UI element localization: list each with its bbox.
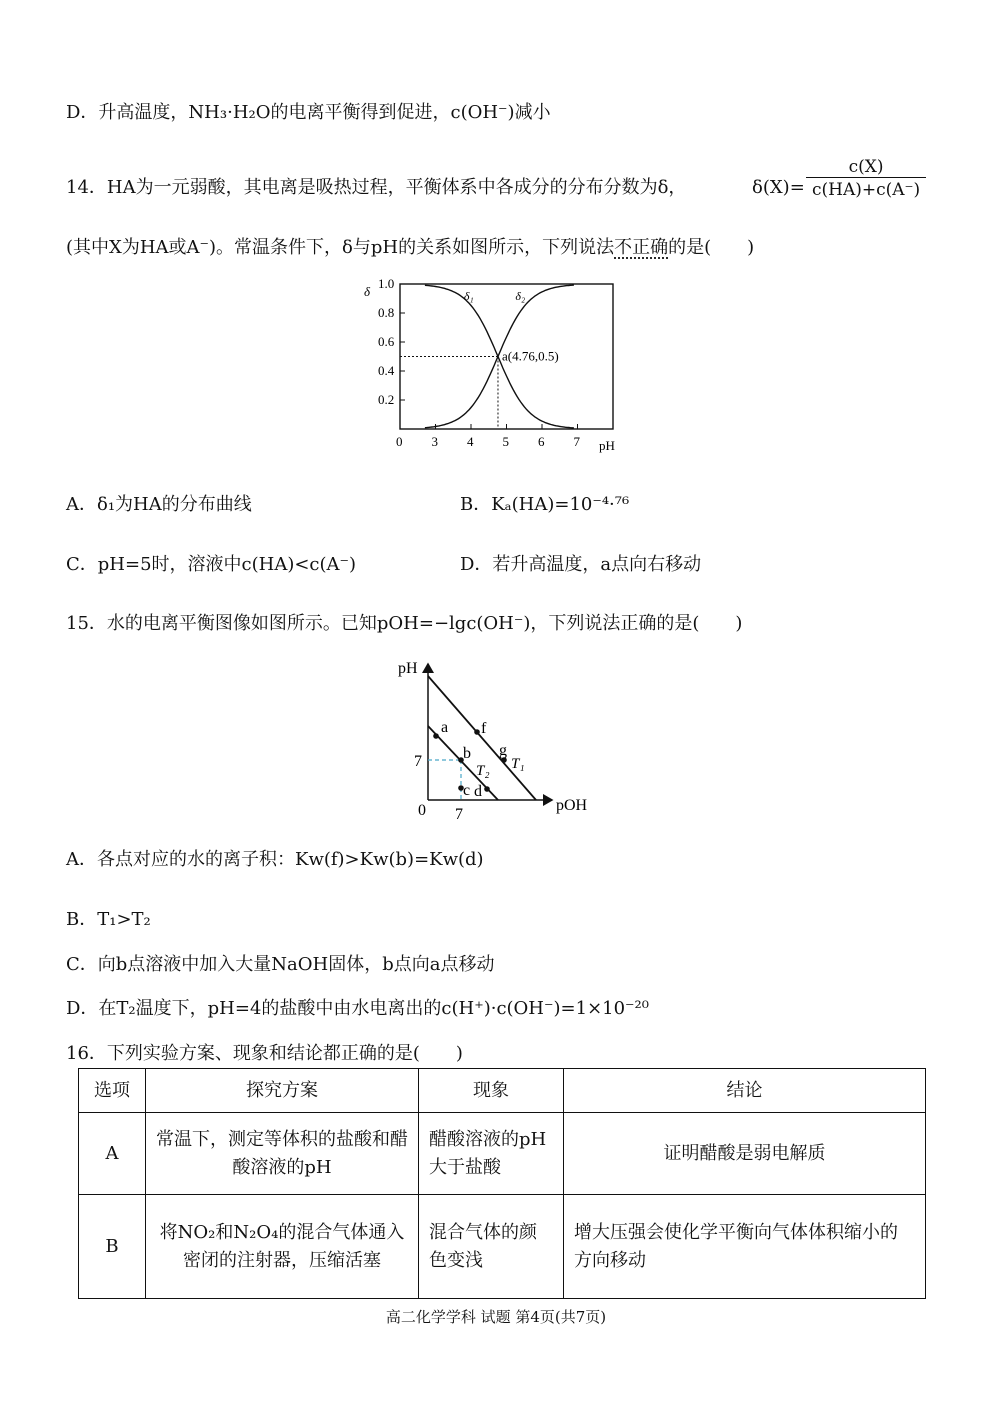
- q15-option-d: D．在T₂温度下，pH=4的盐酸中由水电离出的c(H⁺)·c(OH⁻)=1×10⁻²⁰: [66, 998, 649, 1019]
- q14-stem-line2-a: (其中X为HA或A⁻)。常温条件下，δ与pH的关系如图所示，下列说法: [66, 237, 615, 258]
- x-tick-label: 3: [431, 434, 438, 449]
- header-phenomenon: 现象: [419, 1069, 564, 1113]
- ph-axis-label: pH: [398, 660, 418, 677]
- q14-formula-numerator: c(X): [848, 157, 884, 177]
- y-tick-label: 0.2: [378, 392, 395, 407]
- row-b-option: B: [79, 1195, 146, 1299]
- tick-7-y: 7: [414, 753, 422, 770]
- q15-water-ionization-diagram: [396, 654, 606, 826]
- point-f: [474, 729, 480, 735]
- point-d: [484, 786, 490, 792]
- label-a: a: [441, 719, 449, 736]
- y-tick-label: 1.0: [378, 276, 395, 291]
- page-footer: 高二化学学科 试题 第4页(共7页): [385, 1308, 607, 1326]
- header-conclusion: 结论: [564, 1069, 926, 1113]
- table-header-row: [79, 1069, 926, 1113]
- q14-stem: 14．HA为一元弱酸，其电离是吸热过程，平衡体系中各成分的分布分数为δ，: [66, 177, 687, 198]
- row-a-option: A: [79, 1113, 146, 1195]
- y-tick-label: 0.8: [378, 305, 395, 320]
- q16-stem: 16．下列实验方案、现象和结论都正确的是( ): [66, 1043, 463, 1064]
- row-a-conclusion: 证明醋酸是弱电解质: [564, 1113, 926, 1195]
- q14-formula-denominator: c(HA)+c(A⁻): [806, 177, 926, 200]
- origin-label: 0: [418, 802, 426, 819]
- y-axis-label: δ: [364, 284, 371, 299]
- label-t1: T₁: [511, 756, 525, 772]
- q13-option-d: D．升高温度，NH₃·H₂O的电离平衡得到促进，c(OH⁻)减小: [66, 102, 551, 123]
- x-tick-label: 4: [467, 434, 474, 449]
- q14-stem-emphasis: 不正确: [614, 237, 669, 258]
- q14-stem-line2-b: 的是( ): [668, 237, 755, 258]
- q14-stem-line2: [66, 236, 754, 260]
- header-option: 选项: [79, 1069, 146, 1113]
- point-a: [433, 733, 439, 739]
- q14-option-b: B．Kₐ(HA)=10⁻⁴·⁷⁶: [460, 494, 630, 515]
- line-t1: [428, 676, 536, 800]
- label-g: g: [499, 742, 507, 759]
- label-f: f: [481, 720, 487, 737]
- poh-axis-label: pOH: [556, 797, 588, 814]
- q14-option-c: C．pH=5时，溶液中c(HA)<c(A⁻): [66, 554, 357, 575]
- row-a-phenomenon: 醋酸溶液的pH大于盐酸: [419, 1113, 564, 1195]
- q15-option-a: A．各点对应的水的离子积：Kw(f)>Kw(b)=Kw(d): [66, 849, 484, 870]
- q14-formula-fraction: [806, 157, 926, 200]
- q15-option-b: B．T₁>T₂: [66, 909, 151, 930]
- x-tick-label: 7: [573, 434, 580, 449]
- x-tick-label: 6: [538, 434, 545, 449]
- annotation-a: a(4.76,0.5): [501, 348, 559, 364]
- label-d: d: [474, 783, 482, 800]
- row-b-conclusion: 增大压强会使化学平衡向气体体积缩小的方向移动: [564, 1195, 926, 1299]
- table-row: [79, 1113, 926, 1195]
- y-tick-label: 0.6: [378, 334, 395, 349]
- y-tick-label: 0.4: [378, 363, 395, 378]
- table-row: [79, 1195, 926, 1299]
- label-c: c: [463, 782, 471, 799]
- series-label-delta2: δ₂: [515, 289, 526, 303]
- row-b-plan: 将NO₂和N₂O₄的混合气体通入密闭的注射器，压缩活塞: [146, 1195, 419, 1299]
- q14-formula-lhs: δ(X)=: [752, 177, 805, 198]
- q14-distribution-chart: [358, 272, 638, 462]
- series-label-delta1: δ₁: [463, 289, 474, 303]
- q14-option-d: D．若升高温度，a点向右移动: [460, 554, 702, 575]
- header-plan: 探究方案: [146, 1069, 419, 1113]
- row-b-phenomenon: 混合气体的颜色变浅: [419, 1195, 564, 1299]
- tick-7-x: 7: [455, 806, 463, 823]
- q15-option-c: C．向b点溶液中加入大量NaOH固体，b点向a点移动: [66, 954, 495, 975]
- x-axis-label: pH: [599, 438, 615, 453]
- label-t2: T₂: [476, 763, 490, 779]
- q14-option-a: A．δ₁为HA的分布曲线: [66, 494, 252, 515]
- label-b: b: [463, 745, 471, 762]
- q15-stem: 15．水的电离平衡图像如图所示。已知pOH=−lgc(OH⁻)，下列说法正确的是( ): [66, 613, 743, 634]
- q16-experiment-table: [78, 1068, 926, 1299]
- x-tick-label: 0: [396, 434, 403, 449]
- x-tick-label: 5: [502, 434, 509, 449]
- row-a-plan: 常温下，测定等体积的盐酸和醋酸溶液的pH: [146, 1113, 419, 1195]
